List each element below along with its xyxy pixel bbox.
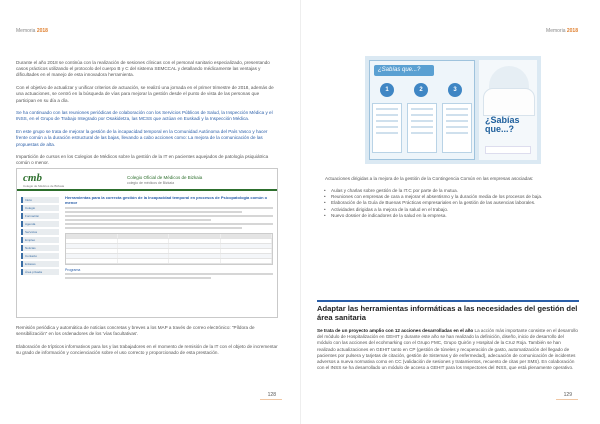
step-circle: 1 bbox=[380, 83, 394, 97]
table-row bbox=[66, 259, 272, 264]
paragraph: Durante el año 2018 se continúa con la realización de sesiones clínicas con el personal sanitario especializado, presentando casos prácticos utilizando el protocolo del cuerpo B y C del sistema SEMCCAL y detallando médicamente las ventajas y dificultades en el manejo de esta innovadora herramienta. bbox=[16, 60, 270, 78]
website-header bbox=[17, 169, 277, 191]
list-item: • Aulas y charlas sobre gestión de la IT.C por parte de la mutua. bbox=[323, 188, 585, 194]
website-link: Programa bbox=[65, 268, 81, 272]
sidebar-item: Colegio bbox=[21, 205, 59, 211]
paragraph: Elaboración de trípticos informativos para los y las trabajadores en el momento de remisión de la IT con el objeto de incrementar su grado de información y concienciación sobre el uso correcto y proporcionado de esta prestación. bbox=[16, 343, 278, 356]
sidebar-item: Contacto bbox=[21, 253, 59, 259]
header-year: 2018 bbox=[566, 28, 578, 34]
section-body bbox=[317, 328, 579, 371]
text-line bbox=[65, 273, 273, 275]
logo-subtitle: Colegio de Médicos de Bizkaia bbox=[23, 184, 65, 188]
infographic-banner: ¿Sabías que...? bbox=[374, 65, 434, 76]
section-divider bbox=[317, 300, 579, 302]
caption-text: Actuaciones dirigidas a la mejora de la gestión de la Contingencia Común en las empresas asociadas: bbox=[325, 176, 534, 181]
cmb-logo: cmb bbox=[23, 172, 42, 184]
body-text-bottom bbox=[16, 325, 278, 363]
paragraph: Impartición de cursos en los Colegios de Médicos sobre la gestión de la IT en pacientes aquejados de patología psiquiátrica común o menor. bbox=[16, 154, 269, 166]
paragraph: Con el objetivo de actualizar y unificar criterios de actuación, se realizó una jornada en el primer trimestre de 2018, además de una actuaciones, se centró en la búsqueda de vías para mejorar la gestión desde el punto de vista de las personas que participan en su día a día. bbox=[16, 85, 274, 103]
infographic-leaflet bbox=[369, 60, 475, 160]
sidebar-item: Noticias bbox=[21, 245, 59, 251]
text-line bbox=[65, 215, 273, 217]
page-number-rule bbox=[556, 399, 578, 400]
list-item: • Actividades dirigidas a la mejora de la salud en el trabajo. bbox=[323, 207, 585, 213]
website-screenshot bbox=[16, 168, 278, 318]
text-line bbox=[65, 207, 273, 209]
step-panel bbox=[442, 103, 472, 153]
website-title: Colegio Oficial de Médicos de Bizkaia bbox=[127, 175, 203, 180]
page-number: 129 bbox=[563, 392, 572, 398]
website-subtitle: colegio de médicos de Bizkaia bbox=[127, 181, 175, 185]
sidebar-item: Agenda bbox=[21, 221, 59, 227]
text-line bbox=[65, 211, 242, 213]
text-line bbox=[65, 277, 211, 279]
sidebar-item: Formación bbox=[21, 213, 59, 219]
sidebar-item: Inicio bbox=[21, 197, 59, 203]
website-sidebar bbox=[21, 197, 59, 277]
text-line bbox=[65, 219, 211, 221]
header-title: Memoria bbox=[16, 28, 37, 34]
sidebar-item: Enlaces bbox=[21, 261, 59, 267]
infographic-image bbox=[365, 56, 541, 164]
bullet-list bbox=[323, 188, 585, 219]
text-line bbox=[65, 223, 273, 225]
body-text bbox=[16, 60, 278, 173]
website-main bbox=[65, 195, 273, 281]
header-title: Memoria bbox=[546, 28, 567, 34]
list-item: • Nuevo dossier de indicadores de la salud en la empresa. bbox=[323, 213, 585, 219]
website-table bbox=[65, 233, 273, 265]
step-circle: 2 bbox=[414, 83, 428, 97]
section-lead: Se trata de un proyecto amplio con 12 acciones desarrolladas en el año bbox=[317, 328, 474, 333]
right-page bbox=[300, 0, 600, 424]
infographic-big-text: ¿Sabías que...? bbox=[485, 115, 520, 134]
doctor-coat bbox=[483, 88, 535, 116]
step-panel bbox=[372, 103, 402, 153]
website-heading: Herramientas para la correcta gestión de la Incapacidad temporal en procesos de Psicopatología común o menor bbox=[65, 195, 268, 205]
paragraph: Remisión periódica y automática de noticias concretas y breves a los MAP a través de correo electrónico: "Píldora de sensibilización" en los ordenadores de los 'vías facultativas'. bbox=[16, 325, 255, 337]
infographic-cover bbox=[479, 60, 537, 160]
header-year: 2018 bbox=[36, 28, 48, 34]
page-number: 128 bbox=[267, 392, 276, 398]
paragraph: En este grupo se trata de mejorar la gestión de la incapacidad temporal en la Comunidad Autónoma del País Vasco y hacer frente común a la duración estructural de las bajas, llevando a cabo acciones como: La mejora de la comunicación de las propuestas de alta. bbox=[16, 129, 268, 147]
section-title: Adaptar las herramientas informáticas a las necesidades del gestión del área sanitaria bbox=[317, 304, 578, 322]
section-text: La acción más importante consiste en el desarrollo del módulo de Hospitalización en GEHIT y durante este año se han realizado la definición, diseño, inicio de desarrollo del módulo con las acciones del ecohmarking con el Grupo FMC, Grupo Quirón y Hospital de la Cruz Roja. También se han realizado actualizaciones en GEHIT tanto en CP (gestión de túneles y recuperación de gasto, automatización del llegado de pacientes por pulsera y tarjetas de citación, gestión de Sistemas y de enfermedad), adecuación de comunicación de incidentes adversos a nueva normativa como en CC (validación de sesiones y tratamientos, recuento de citas per SMS). En colaboración con el INSS se ha desarrollado un módulo de acceso a GEHIT para los Inspectores del INSS, que está plenamente operativo. bbox=[317, 328, 578, 371]
page-header bbox=[546, 28, 578, 34]
paragraph: Se ha continuado con las reuniones periódicas de colaboración con los Servicios Públicos de Salud, la Inspección Médica y el INSS, en el Grupo de Trabajo Integrado por Osakidetza, las MCSS que actúan en Euskadi y la Inspección Médica. bbox=[16, 110, 273, 122]
step-circle: 3 bbox=[448, 83, 462, 97]
text-line bbox=[65, 227, 242, 229]
list-item: • Reuniones con empresas de cara a mejorar el absentismo y la duración media de los procesos de baja. bbox=[323, 194, 585, 200]
page-header bbox=[16, 28, 48, 34]
sidebar-item: Empleo bbox=[21, 237, 59, 243]
step-panel bbox=[407, 103, 437, 153]
list-item: • Elaboración de la Guía de Buenas Prácticas empresariales en la gestión de las ausencias laborales. bbox=[323, 200, 585, 206]
sidebar-item: Servicios bbox=[21, 229, 59, 235]
logo-strip bbox=[485, 146, 531, 154]
page-number-rule bbox=[260, 399, 282, 400]
sidebar-item: Área privada bbox=[21, 269, 59, 275]
